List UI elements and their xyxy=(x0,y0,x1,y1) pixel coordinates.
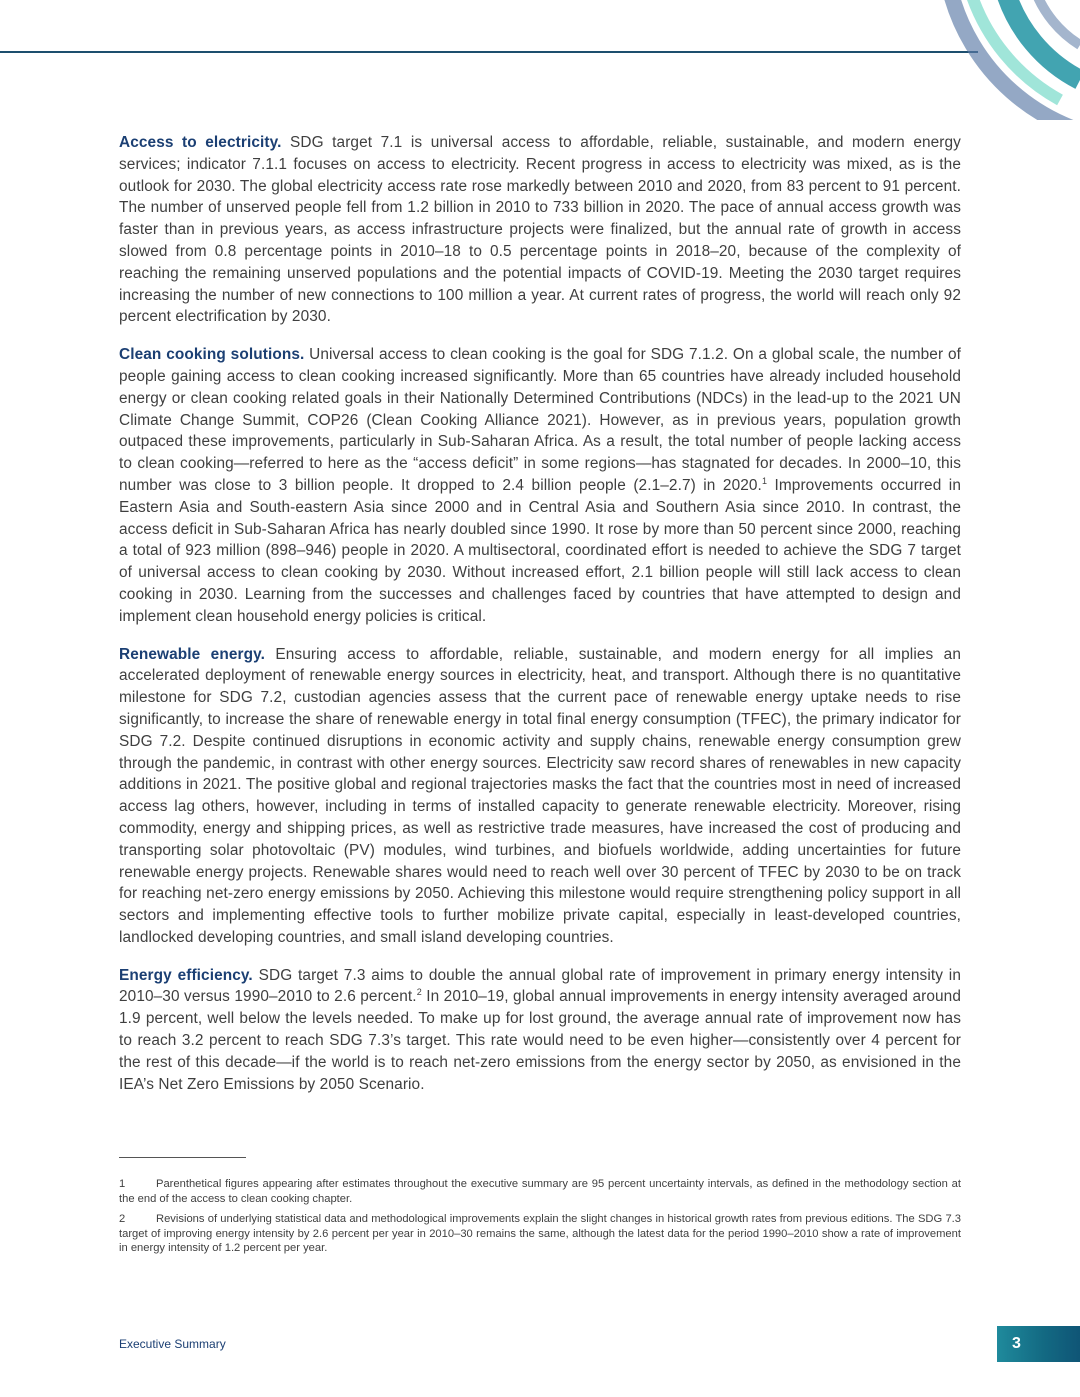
paragraph-renewable-energy xyxy=(119,644,961,949)
footer-section-label: Executive Summary xyxy=(119,1337,226,1351)
paragraph-text: SDG target 7.1 is universal access to affordable, reliable, sustainable, and modern energy services; indicator 7.1.1 focuses on access to electricity. Recent progress in access to electricity was mixed, as is the outlook for 2030. The global electricity access rate rose markedly between 2010 and 2020, from 83 percent to 91 percent. The number of unserved people fell from 1.2 billion in 2010 to 733 billion in 2020. The pace of annual access growth was faster than in previous years, as access infrastructure projects were finalized, but the annual rate of growth in access slowed from 0.8 percentage points in 2010–18 to 0.5 percentage points in 2018–20, because of the complexity of reaching the remaining unserved populations and the potential impacts of COVID-19. Meeting the 2030 target requires increasing the number of new connections to 100 million a year. At current rates of progress, the world will reach only 92 percent electrification by 2030. xyxy=(119,134,961,326)
footnote-1 xyxy=(119,1177,961,1206)
heading-clean-cooking: Clean cooking solutions. xyxy=(119,346,305,364)
footnote-number: 1 xyxy=(119,1178,126,1190)
paragraph-energy-efficiency xyxy=(119,965,961,1096)
paragraph-clean-cooking xyxy=(119,344,961,627)
heading-access-to-electricity: Access to electricity. xyxy=(119,134,282,151)
paragraph-access-to-electricity xyxy=(119,132,961,328)
page-number: 3 xyxy=(997,1326,1080,1362)
heading-renewable-energy: Renewable energy. xyxy=(119,645,265,663)
footnote-divider xyxy=(119,1157,246,1158)
footnote-ref-2: 2 xyxy=(416,987,422,998)
main-content xyxy=(119,132,961,1111)
paragraph-text: Universal access to clean cooking is the goal for SDG 7.1.2. On a global scale, the number of people gaining access to clean cooking increased significantly. More than 65 countries have already included household energy or clean cooking related goals in their Nationally Determined Contributions (NDCs) in the lead-up to the 2021 UN Climate Change Summit, COP26 (Clean Cooking Alliance 2021). However, as in previous years, population growth outpaced these improvements, particularly in Sub-Saharan Africa. As a result, the total number of people lacking access to clean cooking—referred to here as the “access deficit” in some regions—has stagnated for decades. In 2000–10, this number was close to 3 billion people. It dropped to 2.4 billion people (2.1–2.7) in 2020. xyxy=(119,346,961,494)
paragraph-text: SDG target 7.3 aims to double the annual global rate of improvement in primary energy intensity in 2010–30 versus 1990–2010 to 2.6 percent. xyxy=(119,966,961,1006)
footnote-ref-1: 1 xyxy=(761,475,768,486)
header-rule xyxy=(0,51,978,53)
paragraph-text: Improvements occurred in Eastern Asia and South-eastern Asia since 2000 and in Central Asia and Southern Asia since 2010. In contrast, the access deficit in Sub-Saharan Africa has nearly doubled since 1990. It rose by more than 50 percent since 2000, reaching a total of 923 million (898–946) people in 2020. A multisectoral, coordinated effort is needed to achieve the SDG 7 target of universal access to clean cooking by 2030. Without increased effort, 2.1 billion people will still lack access to clean cooking in 2030. Learning from the successes and challenges faced by countries that have attempted to design and implement clean household energy policies is critical. xyxy=(119,476,961,625)
footnotes xyxy=(119,1177,961,1262)
heading-energy-efficiency: Energy efficiency. xyxy=(119,966,253,984)
footnote-2 xyxy=(119,1212,961,1256)
corner-decoration xyxy=(940,0,1080,120)
footnote-number: 2 xyxy=(119,1213,126,1226)
paragraph-text: In 2010–19, global annual improvements in energy intensity averaged around 1.9 percent, well below the levels needed. To make up for lost ground, the average annual rate of improvement now has to reach 3.2 percent to reach SDG 7.3’s target. This rate would need to be even higher—consistently over 4 percent for the rest of this decade—if the world is to reach net-zero emissions from the energy sector by 2050, as envisioned in the IEA’s Net Zero Emissions by 2050 Scenario. xyxy=(119,988,961,1093)
footnote-text: Revisions of underlying statistical data and methodological improvements explain the slight changes in historical growth rates from previous editions. The SDG 7.3 target of improving energy intensity by 2.6 percent per year in 2010–30 remains the same, although the latest data for the period 1990–2010 show a rate of improvement in energy intensity of 1.2 percent per year. xyxy=(119,1213,961,1255)
paragraph-text: Ensuring access to affordable, reliable, sustainable, and modern energy for all implies an accelerated deployment of renewable energy sources in electricity, heat, and transport. Although there is no quantitative milestone for SDG 7.2, custodian agencies assess that the current pace of renewable energy uptake needs to rise significantly, to increase the share of renewable energy in total final energy consumption (TFEC), the primary indicator for SDG 7.2. Despite continued disruptions in economic activity and supply chains, renewable energy consumption grew through the pandemic, in contrast with other energy sources. Electricity saw record shares of renewables in new capacity additions in 2021. The positive global and regional trajectories masks the fact that the countries most in need of increased access lag others, however, including in terms of installed capacity to generate renewable electricity. Moreover, rising commodity, energy and shipping prices, as well as restrictive trade measures, have increased the cost of producing and transporting solar photovoltaic (PV) modules, wind turbines, and biofuels worldwide, adding uncertainties for future renewable energy projects. Renewable shares would need to reach well over 30 percent of TFEC by 2030 to be on track for reaching net-zero energy emissions by 2050. Achieving this milestone would require strengthening policy support in all sectors and implementing effective tools to further mobilize private capital, especially in least-developed countries, landlocked developing countries, and small island developing countries. xyxy=(119,645,962,946)
footnote-text: Parenthetical figures appearing after estimates throughout the executive summary are 95 percent uncertainty intervals, as defined in the methodology section at the end of the access to clean cooking chapter. xyxy=(119,1178,961,1205)
